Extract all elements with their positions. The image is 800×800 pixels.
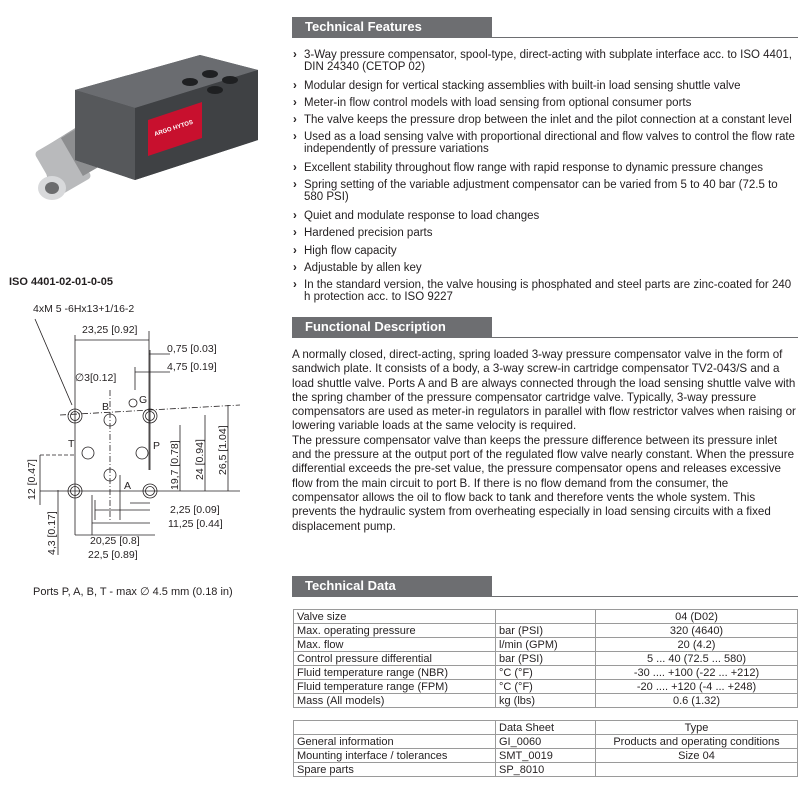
header-rule <box>292 37 798 38</box>
dim-v4: 24 [0.94] <box>194 439 206 480</box>
table-row: Control pressure differential bar (PSI) 5 ... 40 (72.5 ... 580) <box>294 652 798 666</box>
functional-description-header: Functional Description <box>292 317 492 337</box>
feature-item: › Quiet and modulate response to load changes <box>293 210 540 222</box>
functional-paragraph: The pressure compensator valve than keeps the pressure difference between its pressure inlet and the pressure at the output port of the regulated flow valve nearly constant. When the pressure differential exceeds the pre-set value, the pressure compensator opens and releases excessive flow from the main circuit to port B. If there is no flow demand from the consumer, the compensator allows the oil to flow back to tank and therefore vents the whole system. This prevents the hydraulic system from overheating especially in load sensing circuits with a fixed displacement pump. <box>292 433 795 533</box>
dim-d5: 2,25 [0.09] <box>170 504 220 516</box>
table-row: General information GI_0060 Products and operating conditions <box>294 735 798 749</box>
dim-d1: 23,25 [0.92] <box>82 324 138 336</box>
port-label-a: A <box>124 480 132 492</box>
table-row: Max. flow l/min (GPM) 20 (4.2) <box>294 638 798 652</box>
brand-text: ARGO HYTOS <box>153 119 194 138</box>
technical-features-header: Technical Features <box>292 17 492 37</box>
functional-paragraph: A normally closed, direct-acting, spring loaded 3-way pressure compensator valve in the form of sandwich plate. It consists of a body, a 3-way screw-in cartridge compensator TV2-043/S and a load shuttle valve. Ports A and B are always connected through the load sensing shuttle valve with the spring chamber of the pressure compensator cartridge valve. Typically, 3-way pressure compensators are used as meter-in regulators in parallel with flow restrictor valves when raising or lowering variable loads at the same velocity is required. <box>292 348 796 433</box>
reference-table <box>293 720 798 777</box>
dim-v2: 4,3 [0.17] <box>46 511 58 555</box>
functional-description-text <box>292 348 798 534</box>
port-label-b: B <box>102 401 110 413</box>
table-row: Spare parts SP_8010 <box>294 763 798 777</box>
feature-item: › Meter-in flow control models with load sensing from optional consumer ports <box>293 97 692 109</box>
feature-item: › High flow capacity <box>293 245 397 257</box>
table-row: Mass (All models) kg (lbs) 0.6 (1.32) <box>294 694 798 708</box>
valve-product-photo <box>30 30 280 210</box>
dim-v3: 19,7 [0.78] <box>169 440 181 490</box>
feature-item: › 3-Way pressure compensator, spool-type, direct-acting with subplate interface acc. to ISO 4401, DIN 24340 (CETOP 02) <box>293 49 792 73</box>
model-code: ISO 4401-02-01-0-05 <box>9 276 113 288</box>
dim-v1: 12 [0.47] <box>26 459 38 500</box>
table-row: Max. operating pressure bar (PSI) 320 (4640) <box>294 624 798 638</box>
dim-v5: 26,5 [1.04] <box>217 425 229 475</box>
dim-d3: 4,75 [0.19] <box>167 361 217 373</box>
port-label-g: G <box>139 394 148 406</box>
mounting-interface-drawing <box>0 295 285 580</box>
dim-d6: 11,25 [0.44] <box>168 518 223 530</box>
dim-d4: ∅3[0.12] <box>75 372 117 384</box>
header-rule <box>292 596 798 597</box>
technical-data-table <box>293 609 798 708</box>
feature-item: › Excellent stability throughout flow range with rapid response to dynamic pressure changes <box>293 162 763 174</box>
feature-item: › Adjustable by allen key <box>293 262 422 274</box>
table-row: Fluid temperature range (FPM) °C (°F) -20 .... +120 (-4 ... +248) <box>294 680 798 694</box>
port-label-t: T <box>68 438 75 450</box>
technical-data-header: Technical Data <box>292 576 492 596</box>
feature-item: › Used as a load sensing valve with proportional directional and flow valves to control the flow rate independently of pressure variations <box>293 131 795 155</box>
table-row: Valve size 04 (D02) <box>294 610 798 624</box>
dim-d2: 0,75 [0.03] <box>167 343 217 355</box>
dim-d8: 22,5 [0.89] <box>88 549 138 561</box>
feature-item: › Hardened precision parts <box>293 227 433 239</box>
header-rule <box>292 337 798 338</box>
feature-item: › In the standard version, the valve housing is phosphated and steel parts are zinc-coated for 240 h protection acc. to ISO 9227 <box>293 279 792 303</box>
feature-item: › Modular design for vertical stacking assemblies with built-in load sensing shuttle valve <box>293 80 741 92</box>
thread-label: 4xM 5 -6Hx13+1/16-2 <box>33 303 135 315</box>
feature-item: › The valve keeps the pressure drop between the inlet and the pilot connection at a constant level <box>293 114 792 126</box>
table-header-row: Data Sheet Type <box>294 721 798 735</box>
feature-item: › Spring setting of the variable adjustment compensator can be varied from 5 to 40 bar (72.5 to 580 PSI) <box>293 179 778 203</box>
port-label-p: P <box>153 440 161 452</box>
table-row: Mounting interface / tolerances SMT_0019 Size 04 <box>294 749 798 763</box>
table-row: Fluid temperature range (NBR) °C (°F) -30 .... +100 (-22 ... +212) <box>294 666 798 680</box>
dim-d7: 20,25 [0.8] <box>90 535 140 547</box>
ports-note: Ports P, A, B, T - max ∅ 4.5 mm (0.18 in) <box>33 586 233 598</box>
